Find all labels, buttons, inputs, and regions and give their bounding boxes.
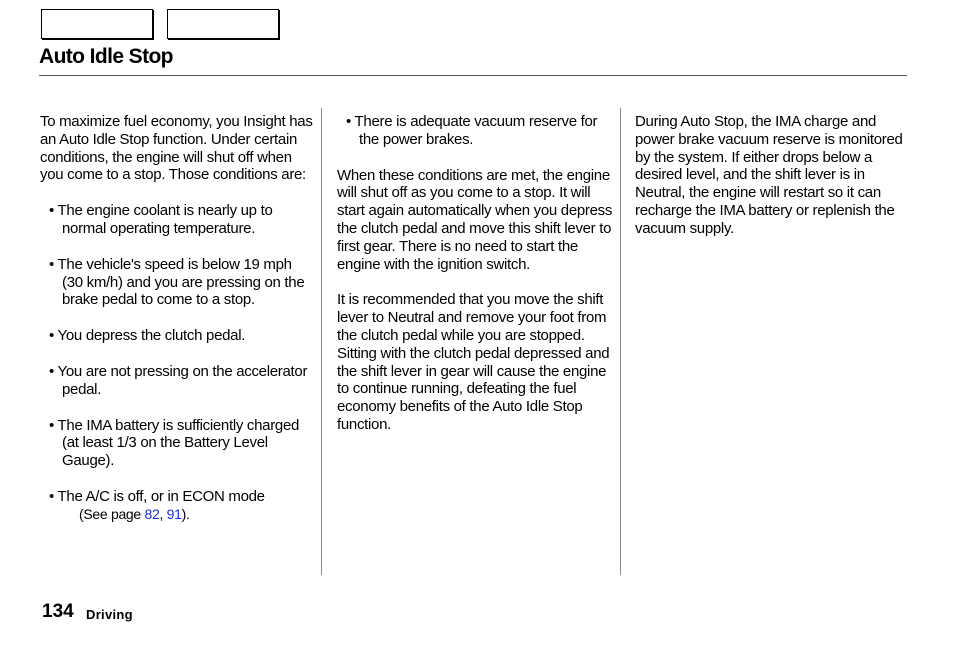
condition-bullet: • There is adequate vacuum reserve for the power brakes.	[346, 113, 598, 148]
condition-bullet-text: • The A/C is off, or in ECON mode	[49, 487, 265, 505]
condition-bullet: • You are not pressing on the accelerator pedal.	[49, 362, 308, 398]
see-page-prefix: (See page	[79, 505, 145, 522]
page-link-82[interactable]: 82	[144, 505, 160, 522]
nav-button-main-menu[interactable]	[41, 9, 153, 39]
body-paragraph: It is recommended that you move the shift lever to Neutral and remove your foot from the clutch pedal while you are stopped. Sitting with the clutch pedal depressed and the shift lever in gear will cause the engine to continue running, defeating the fuel economy benefits of the Auto Idle Stop function.	[337, 291, 610, 433]
body-paragraph: During Auto Stop, the IMA charge and power brake vacuum reserve is monitored by the system. If either drops below a desired level, and the shift lever is in Neutral, the engine will restart so it can recharge the IMA battery or replenish the vacuum supply.	[635, 113, 903, 237]
condition-bullet: • The IMA battery is sufficiently charged (at least 1/3 on the Battery Level Gauge).	[49, 416, 300, 470]
condition-bullet: • The engine coolant is nearly up to normal operating temperature.	[49, 202, 273, 237]
condition-bullet-ac	[44, 488, 316, 524]
condition-bullet: • The vehicle's speed is below 19 mph (30 km/h) and you are pressing on the brake pedal to come to a stop.	[49, 255, 305, 309]
see-page-suffix: ).	[181, 505, 190, 522]
body-paragraph: When these conditions are met, the engine will shut off as you come to a stop. It will start again automatically when you depress the clutch pedal and move this shift lever to first gear. There is no need to start the engine with the ignition switch.	[337, 166, 613, 273]
nav-button-table-of-contents[interactable]	[167, 9, 279, 39]
title-divider	[39, 75, 907, 76]
see-page-reference	[62, 506, 316, 524]
intro-paragraph: To maximize fuel economy, you Insight has an Auto Idle Stop function. Under certain conditions, the engine will shut off when you come to a stop. Those conditions are:	[40, 113, 313, 184]
page-link-91[interactable]: 91	[166, 505, 182, 522]
column-2	[337, 113, 619, 434]
column-divider	[620, 108, 621, 575]
page-number: 134	[42, 601, 74, 622]
column-1	[40, 113, 316, 524]
column-divider	[321, 108, 322, 575]
see-page-separator: ,	[159, 505, 167, 522]
section-name: Driving	[86, 607, 133, 622]
column-3	[635, 113, 917, 238]
condition-bullet: • You depress the clutch pedal.	[49, 327, 246, 345]
page-title: Auto Idle Stop	[39, 45, 173, 68]
